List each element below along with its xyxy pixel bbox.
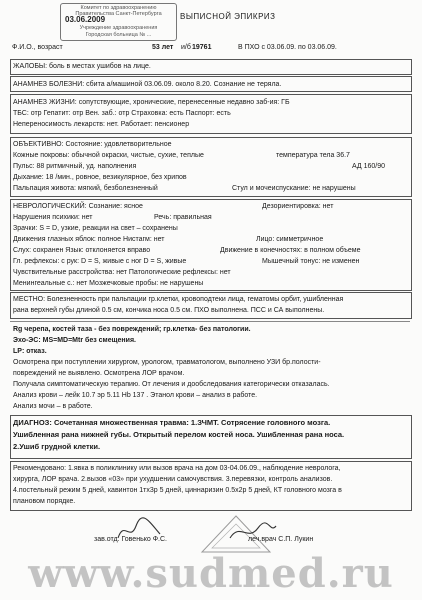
- anamnesis-life-line2: ТБС: отр Гепатит: отр Вен. заб.: отр Страховка: есть Паспорт: есть: [13, 110, 231, 117]
- objective-stool: Стул и мочеиспускание: не нарушены: [232, 185, 356, 192]
- local-line1: [13, 296, 343, 304]
- diagnosis-label: ДИАГНОЗ:: [13, 418, 52, 427]
- anamnesis-disease-label: АНАМНЕЗ БОЛЕЗНИ:: [13, 81, 85, 88]
- history-number: 19761: [192, 44, 212, 51]
- neuro-pupils: Зрачки: S = D, узкие, реакции на свет – сохранены: [13, 225, 178, 232]
- diagnosis-text2: Ушибленная рана нижней губы. Открытый перелом костей носа. Ушибленная рана носа.: [13, 430, 345, 439]
- watermark: www.sudmed.ru: [28, 550, 394, 597]
- objective-blood-pressure: АД 160/90: [352, 163, 385, 170]
- stamp-line: Комитет по здравоохранению: [80, 5, 157, 11]
- recommend-line: плановом порядке.: [13, 498, 76, 505]
- exam-xray: Rg черепа, костей таза - без повреждений; гр.клетка- без патологии.: [13, 326, 251, 333]
- divider: [10, 321, 410, 322]
- anamnesis-life-text: сопутствующие, хронические, перенесенные недавно заб-ия: ГБ: [78, 99, 290, 106]
- local-label: МЕСТНО:: [13, 296, 46, 303]
- fio-label: Ф.И.О., возраст: [12, 44, 63, 51]
- exam-paragraph: Получала симптоматическую терапию. От лечения и дообследования категорически отказалась.: [13, 381, 330, 388]
- exam-paragraph: повреждений не выявлено. Осмотрена ЛОР врачом.: [13, 370, 185, 377]
- stamp-line: Городская больница № ...: [85, 32, 152, 38]
- exam-echo: Эхо-ЭС: MS=MD=Mtr без смещения.: [13, 337, 136, 344]
- neuro-muscle-tone: Мышечный тонус: не изменен: [262, 258, 360, 265]
- history-label: и/б: [181, 44, 191, 51]
- neuro-meningeal: Менингеальные с.: нет Мозжечковые пробы: не нарушены: [13, 280, 204, 287]
- local-text1: Болезненность при пальпации гр.клетки, кровоподтеки лица, гематомы орбит, ушибленная: [47, 296, 344, 303]
- objective-breathing: Дыхание: 18 /мин., ровное, везикулярное, без хрипов: [13, 174, 187, 181]
- neuro-disorientation: Дезориентировка: нет: [262, 203, 334, 210]
- neuro-eye-movement: Движения глазных яблок: полное Нистагм: нет: [13, 236, 165, 243]
- clinic-stamp: [60, 3, 177, 41]
- objective-abdomen: Пальпация живота: мягкий, безболезненный: [13, 185, 158, 192]
- patient-age: 53 лет: [152, 44, 174, 51]
- objective-state: Состояние: удовлетворительное: [65, 141, 172, 148]
- local-text2: рана верхней губы длиной 0.5 см, кончика носа 0.5 см. ПХО выполнена. ПСС и СА выполнены.: [13, 307, 325, 314]
- anamnesis-disease-text: сбита а/машиной 03.06.09. около 8.20. Сознание не теряла.: [86, 81, 282, 88]
- neuro-line1: [13, 203, 143, 211]
- neuro-sensory: Чувствительные расстройства: нет Патологические рефлексы: нет: [13, 269, 231, 276]
- complaints-label: ЖАЛОБЫ:: [13, 63, 48, 70]
- diagnosis-text1: Сочетанная множественная травма: 1.ЗЧМТ. Сотрясение головного мозга.: [53, 418, 331, 427]
- anamnesis-life-line: [13, 99, 290, 107]
- exam-paragraph: Осмотрена при поступлении хирургом, урологом, травматологом, выполнено УЗИ бр.полости-: [13, 359, 321, 366]
- neuro-label: НЕВРОЛОГИЧЕСКИЙ:: [13, 203, 87, 210]
- recommend-line: Рекомендовано: 1.явка в поликлинику или вызов врача на дом 03-04.06.09., наблюдение невролога,: [13, 465, 341, 472]
- exam-paragraph: Анализ крови – лейк 10.7 эр 5.11 Нb 137 . Этанол крови – анализ в работе.: [13, 392, 258, 399]
- neuro-reflexes: Гл. рефлексы: с рук: D = S, живые с ног D = S, живые: [13, 258, 187, 265]
- neuro-limbs: Движение в конечностях: в полном объеме: [220, 247, 361, 254]
- anamnesis-life-line3: Непереносимость лекарств: нет. Работает: пенсионер: [13, 121, 190, 128]
- objective-skin: Кожные покровы: обычной окраски, чистые, сухие, теплые: [13, 152, 204, 159]
- attending-physician: леч.врач С.П. Лукин: [248, 536, 314, 543]
- anamnesis-life-label: АНАМНЕЗ ЖИЗНИ:: [13, 99, 77, 106]
- admission-period: В ПХО с 03.06.09. по 03.06.09.: [238, 44, 337, 51]
- stamp-line: Правительства Санкт-Петербурга: [75, 11, 162, 17]
- objective-pulse: Пульс: 88 ритмичный, уд. наполнения: [13, 163, 137, 170]
- objective-temperature: температура тела 36.7: [276, 152, 350, 159]
- neuro-psyche: Нарушения психики: нет: [13, 214, 93, 221]
- objective-line1: [13, 141, 172, 149]
- recommend-line: хирурга, ЛОР врача. 2.вызов «03» при ухудшении самочувствия. 3.перевязки, контроль анализов.: [13, 476, 333, 483]
- complaints-text: боль в местах ушибов на лице.: [49, 63, 151, 70]
- department-head: зав.отд. Говенько Ф.С.: [94, 536, 167, 543]
- diagnosis-text3: 2.Ушиб грудной клетки.: [13, 442, 101, 451]
- neuro-face: Лицо: симметричное: [256, 236, 324, 243]
- anamnesis-disease-line: [13, 81, 281, 89]
- stamp-date: 03.06.2009: [65, 15, 106, 24]
- neuro-hearing: Слух: сохранен Язык: отклоняется вправо: [13, 247, 151, 254]
- document-title: ВЫПИСНОЙ ЭПИКРИЗ: [180, 12, 276, 21]
- recommend-line: 4.постельный режим 5 дней, кавинтон 1тх3р 5 дней, циннаризин 0.5х2р 5 дней, КТ головного мозга в: [13, 487, 342, 494]
- stamp-line: Учреждение здравоохранения: [79, 25, 158, 31]
- diagnosis-line1: [13, 419, 330, 427]
- complaints-line: [13, 63, 151, 71]
- objective-label: ОБЪЕКТИВНО:: [13, 141, 64, 148]
- neuro-speech: Речь: правильная: [154, 214, 212, 221]
- exam-lumbar-puncture: LP: отказ.: [13, 348, 47, 355]
- neurological-section: [10, 199, 412, 291]
- exam-paragraph: Анализ мочи – в работе.: [13, 403, 93, 410]
- neuro-consciousness: Сознание: ясное: [88, 203, 143, 210]
